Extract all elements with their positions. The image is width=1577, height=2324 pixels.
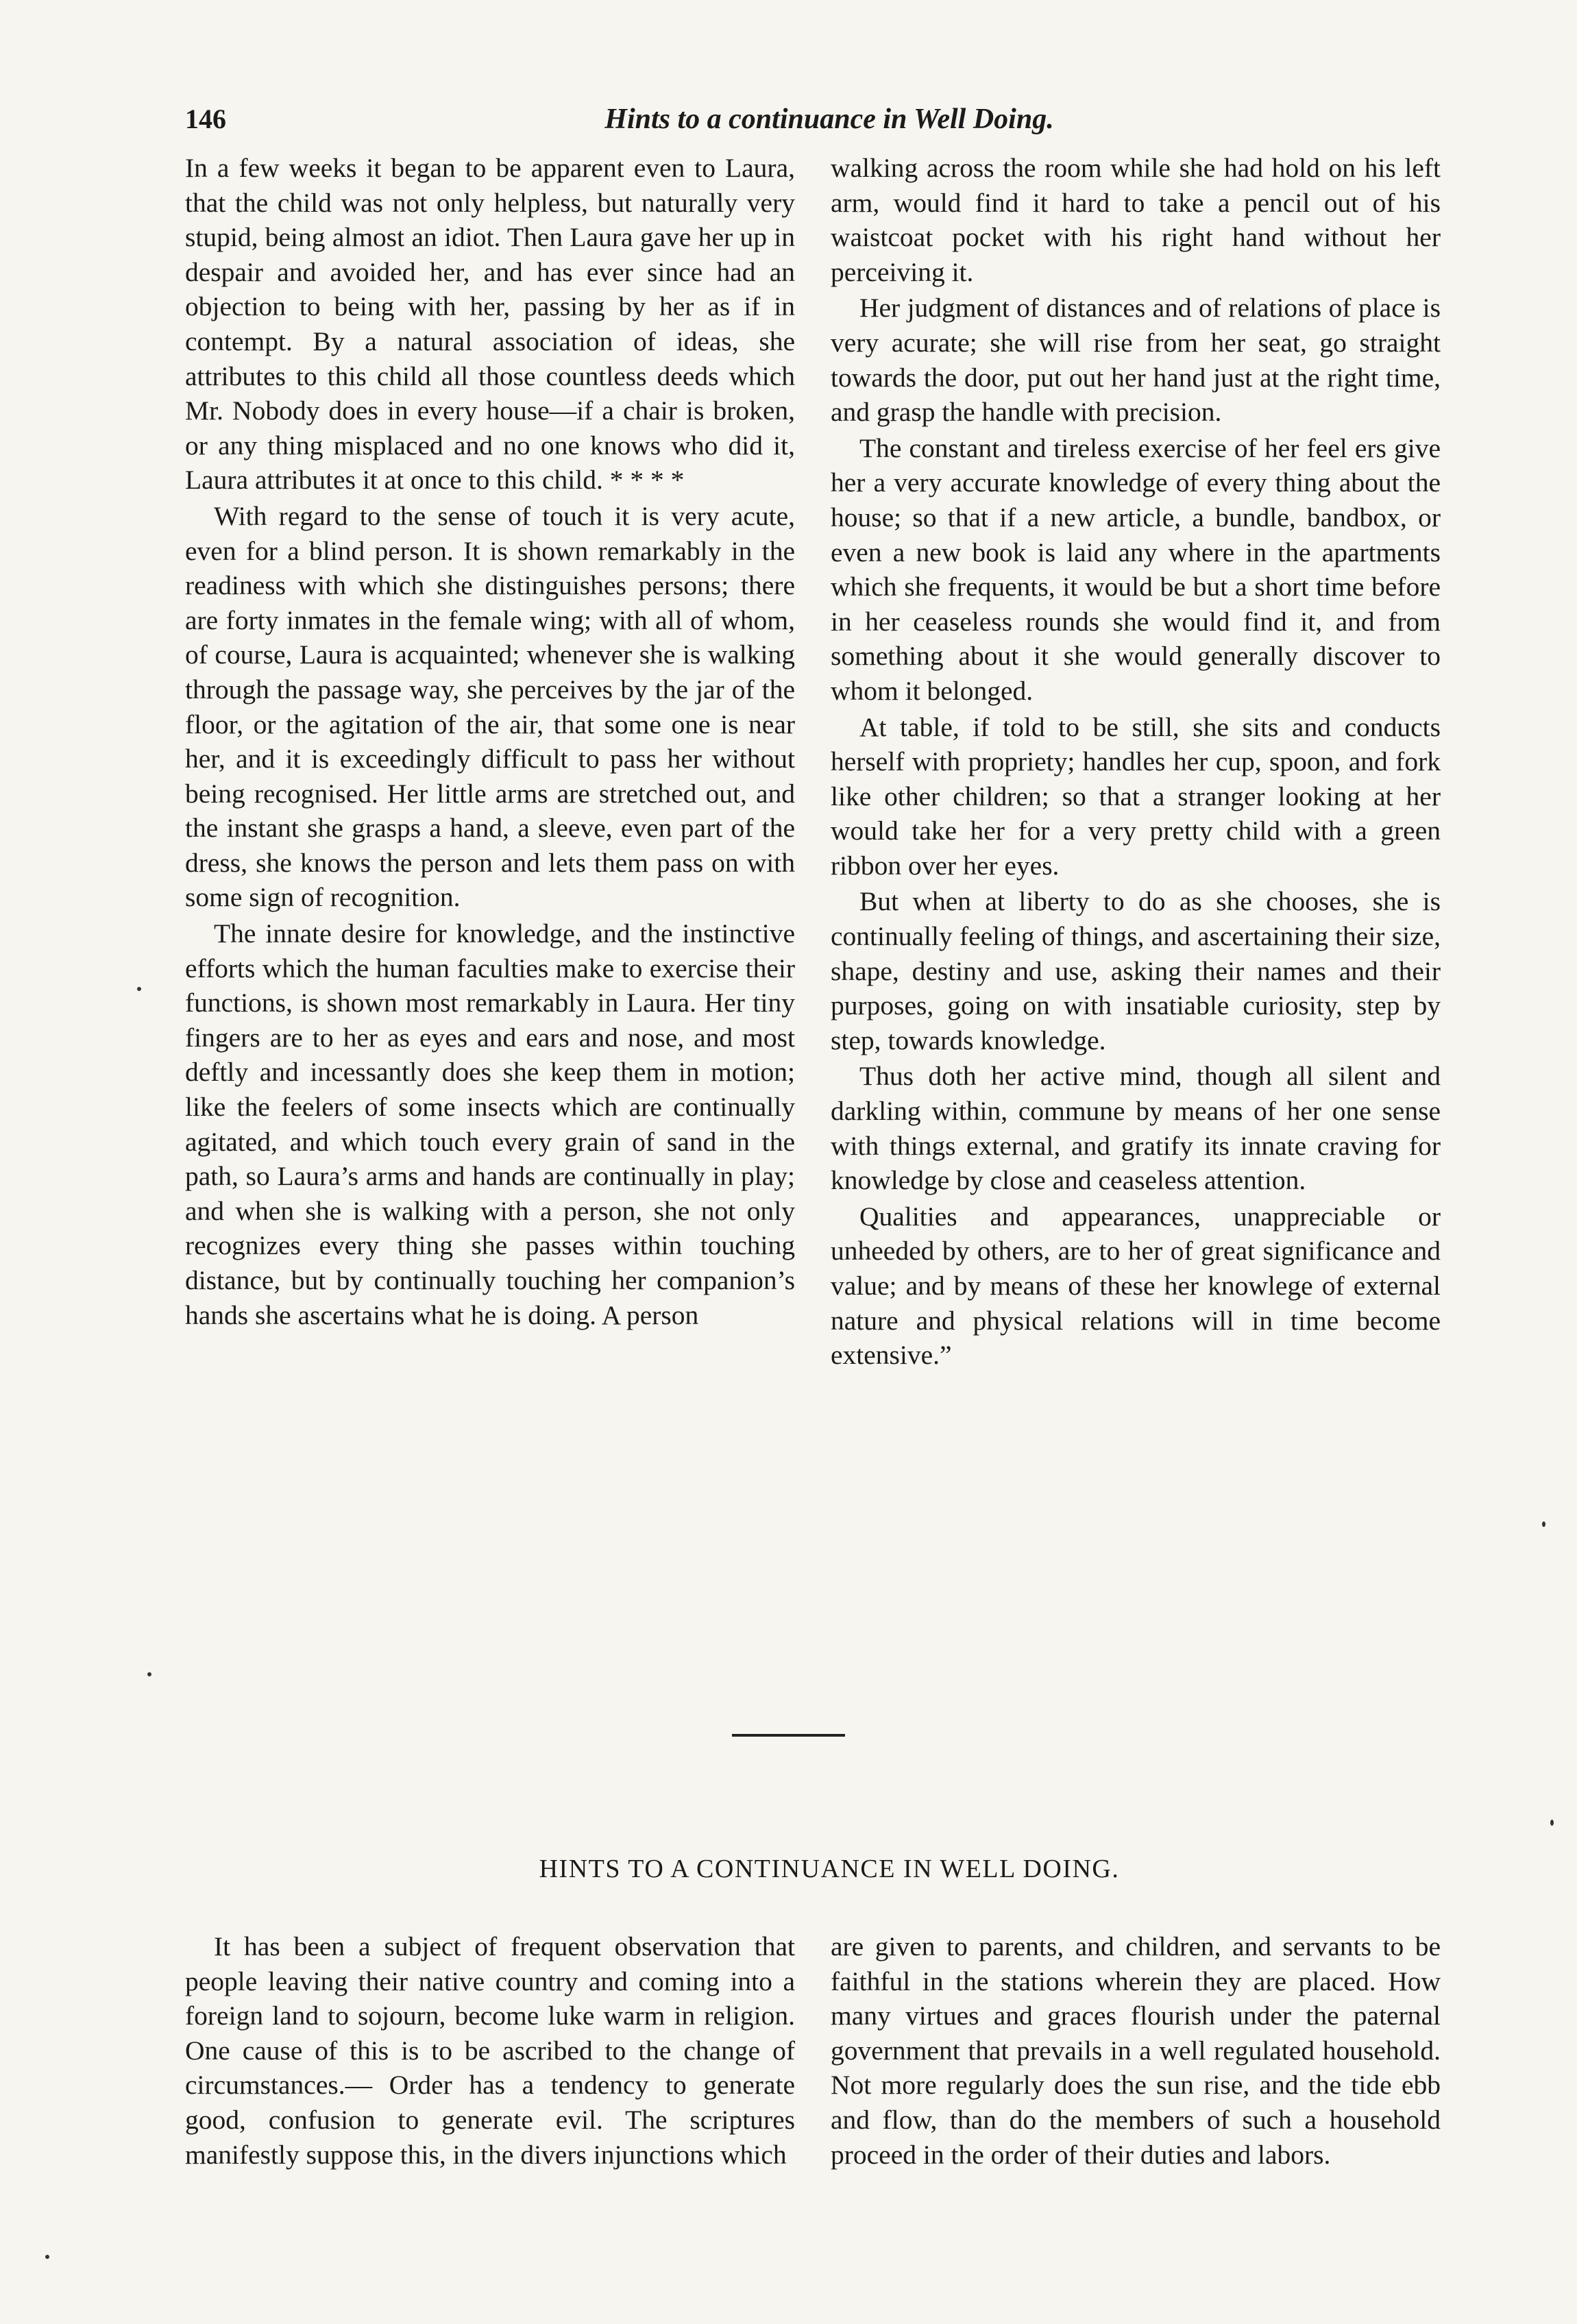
paragraph: Thus doth her active mind, though all silent and darkling within, commune by means of her one sense with things external, and gratify its innate craving for knowledge by close and ceaseless attention. [831, 1061, 1441, 1196]
print-speck [147, 1672, 151, 1676]
paragraph: The innate desire for knowledge, and the instinctive efforts which the human faculties make to exercise their functions, is shown most remarkably in Laura. Her tiny fingers are to her as eyes and ears and nose, and most deftly and incessantly does she keep them in motion; like the feelers of some insects which are continually agitated, and which touch every grain of sand in the path, so Laura’s arms and hands are continually in play; and when she is walking with a person, she not only recognizes every thing she passes within touching distance, but by continually touching her companion’s hands she ascertains what he is doing. A person [185, 918, 795, 1330]
paragraph: With regard to the sense of touch it is very acute, even for a blind person. It is shown remarkably in the readiness with which she distinguishes persons; there are forty inmates in the female wing; with all of whom, of course, Laura is acquainted; whenever she is walking through the passage way, she perceives by the jar of the floor, or the agitation of the air, that some one is near her, and it is exceedingly difficult to pass her without being recognised. Her little arms are stretched out, and the instant she grasps a hand, a sleeve, even part of the dress, she knows the person and lets them pass on with some sign of recognition. [185, 500, 795, 913]
paragraph: In a few weeks it began to be apparent even to Laura, that the child was not only helpless, but naturally very stupid, being almost an idiot. Then Laura gave her up in despair and avoided her, and has ever since had an objection to being with her, passing by her as if in contempt. By a natural association of ideas, she attributes to this child all those countless deeds which Mr. Nobody does in every house—if a chair is broken, or any thing misplaced and no one knows who did it, Laura attributes it at once to this child. * * * * [185, 153, 795, 496]
paragraph: Her judgment of distances and of relations of place is very acurate; she will rise from her seat, go straight towards the door, put out her hand just at the right time, and grasp the handle with precision. [831, 293, 1441, 428]
paragraph: At table, if told to be still, she sits and conducts herself with propriety; handles her cup, spoon, and fork like other children; so that a stranger looking at her would take her for a very pretty child with a green ribbon over her eyes. [831, 711, 1441, 881]
paragraph: are given to parents, and children, and servants to be faithful in the stations wherein they are placed. How many virtues and graces flourish under the paternal government that prevails in a well regulated household. Not more regularly does the sun rise, and the tide ebb and flow, than do the members of such a household proceed in the order of their duties and labors. [831, 1931, 1441, 2170]
print-speck [45, 2255, 49, 2259]
article2-left-column [185, 1929, 795, 2172]
running-title: Hints to a continuance in Well Doing. [604, 103, 1054, 135]
paragraph: The constant and tireless exercise of her feel ers give her a very accurate knowledge of every thing about the house; so that if a new article, a bundle, bandbox, or even a new book is laid any where in the apartments which she frequents, it would be but a short time before in her ceaseless rounds she would find it, and from something about it she would generally discover to whom it belonged. [831, 432, 1441, 706]
paragraph: Qualities and appearances, unappreciable or unheeded by others, are to her of great significance and value; and by means of these her knowlege of external nature and physical relations will in time become extensive.” [831, 1201, 1441, 1371]
article1-left-column [185, 151, 795, 1332]
page-number: 146 [185, 103, 226, 134]
section-divider-rule [732, 1734, 845, 1737]
article-title: HINTS TO A CONTINUANCE IN WELL DOING. [539, 1855, 1120, 1883]
paragraph: But when at liberty to do as she chooses, she is continually feeling of things, and ascertaining their size, shape, destiny and use, asking their names and their purposes, going on with insatiable curiosity, step by step, towards knowledge. [831, 886, 1441, 1055]
paragraph: walking across the room while she had hold on his left arm, would find it hard to take a pencil out of his waistcoat pocket with his right hand without her perceiving it. [831, 153, 1441, 287]
print-speck [137, 987, 141, 991]
print-speck [1550, 1820, 1554, 1826]
paragraph: It has been a subject of frequent observation that people leaving their native country and coming into a foreign land to sojourn, become luke warm in religion. One cause of this is to be ascribed to the change of circumstances.— Order has a tendency to generate good, confusion to generate evil. The scriptures manifestly suppose this, in the divers injunctions which [185, 1931, 795, 2170]
print-speck [1542, 1521, 1545, 1527]
article2-right-column [831, 1929, 1441, 2172]
article1-right-column [831, 151, 1441, 1373]
running-head [185, 103, 1474, 144]
